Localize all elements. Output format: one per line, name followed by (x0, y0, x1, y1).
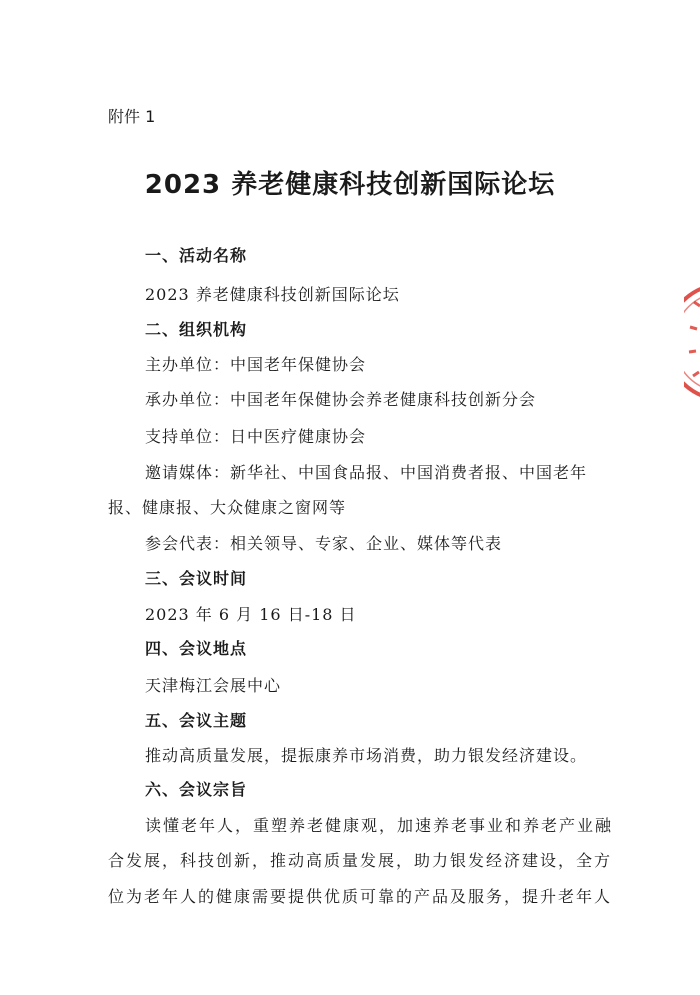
host-unit: 主办单位：中国老年保健协会 (145, 355, 367, 374)
invited-media-line-2: 报、健康报、大众健康之窗网等 (108, 498, 347, 517)
page-title: 2023 养老健康科技创新国际论坛 (144, 170, 556, 200)
organizer-unit: 承办单位：中国老年保健协会养老健康科技创新分会 (145, 390, 537, 409)
section-heading-meeting-theme: 五、会议主题 (145, 711, 248, 730)
delegates: 参会代表：相关领导、专家、企业、媒体等代表 (145, 534, 503, 553)
section-heading-organization: 二、组织机构 (145, 320, 248, 339)
meeting-time-text: 2023 年 6 月 16 日-18 日 (145, 605, 357, 624)
supporter-unit: 支持单位：日中医疗健康协会 (145, 427, 367, 446)
invited-media-line-1: 邀请媒体：新华社、中国食品报、中国消费者报、中国老年 (145, 463, 588, 482)
meeting-purpose-line-2: 合发展，科技创新，推动高质量发展，助力银发经济建设，全方 (108, 851, 613, 870)
section-heading-activity-name: 一、活动名称 (145, 246, 248, 265)
meeting-venue-text: 天津梅江会展中心 (145, 676, 282, 695)
activity-name-text: 2023 养老健康科技创新国际论坛 (145, 285, 400, 304)
section-heading-meeting-purpose: 六、会议宗旨 (145, 780, 248, 799)
section-heading-meeting-time: 三、会议时间 (145, 569, 248, 588)
official-seal-icon (684, 272, 700, 412)
meeting-purpose-line-1: 读懂老年人，重塑养老健康观，加速养老事业和养老产业融 (145, 816, 614, 835)
attachment-label: 附件 1 (108, 107, 156, 126)
meeting-theme-text: 推动高质量发展，提振康养市场消费，助力银发经济建设。 (145, 746, 588, 765)
section-heading-meeting-venue: 四、会议地点 (145, 639, 248, 658)
meeting-purpose-line-3: 位为老年人的健康需要提供优质可靠的产品及服务，提升老年人 (108, 887, 613, 906)
